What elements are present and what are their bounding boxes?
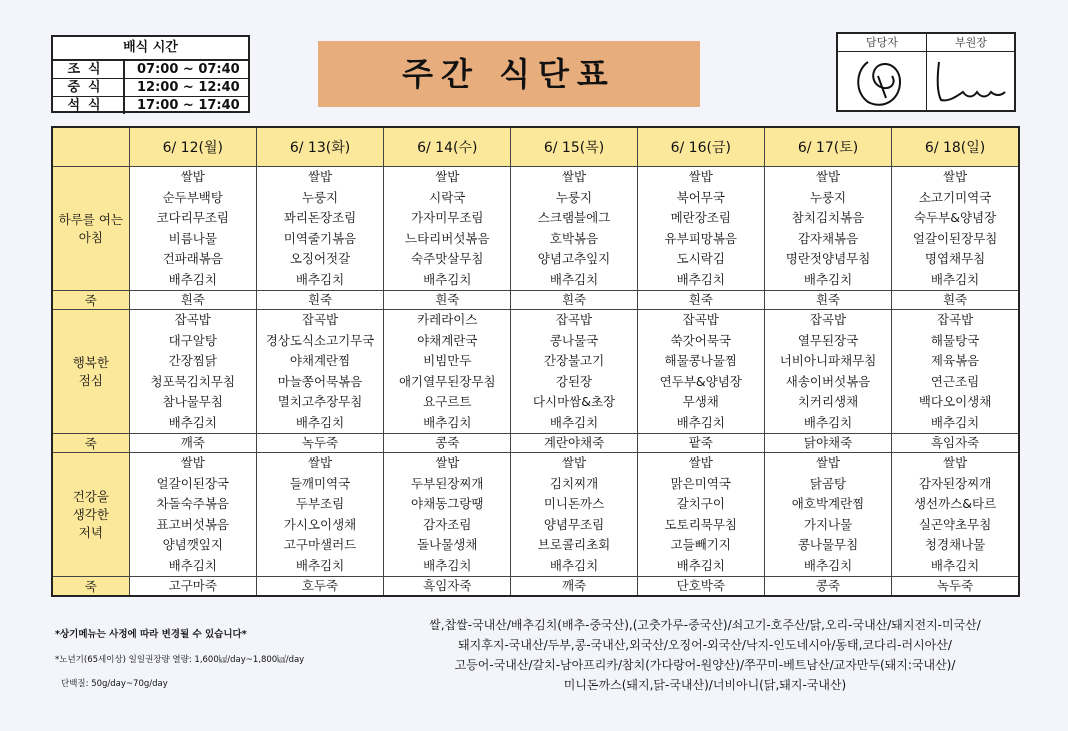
porridge-cell: 흰죽 bbox=[892, 291, 1019, 310]
dinner-porridge-row bbox=[52, 577, 1019, 597]
porridge-cell: 콩죽 bbox=[384, 434, 511, 453]
menu-item: 배추김치 bbox=[423, 414, 472, 430]
menu-item: 배추김치 bbox=[930, 557, 980, 573]
menu-item: 애기열무된장무침 bbox=[398, 373, 496, 389]
dinner-label bbox=[52, 453, 129, 577]
porridge-cell: 깨죽 bbox=[511, 577, 637, 597]
menu-cell bbox=[892, 453, 1019, 577]
manager-signature-drawing bbox=[838, 52, 926, 112]
menu-item: 연두부&양념장 bbox=[659, 373, 742, 389]
menu-cell bbox=[256, 167, 383, 291]
header-corner bbox=[52, 127, 129, 167]
menu-item: 쌀밥 bbox=[561, 169, 587, 184]
approval-manager-label: 담당자 bbox=[838, 34, 926, 52]
menu-cell bbox=[764, 310, 891, 434]
menu-item: 배추김치 bbox=[549, 271, 599, 287]
menu-item: 간장불고기 bbox=[543, 353, 605, 368]
menu-item: 배추김치 bbox=[930, 414, 980, 430]
menu-item: 스크램블에그 bbox=[537, 210, 611, 225]
calorie-note: *노년기(65세이상) 일일권장량 열량: 1,600㎉/day~1,800㎉/day bbox=[55, 655, 305, 665]
breakfast-porridge-row bbox=[52, 291, 1019, 310]
menu-item: 가자미무조림 bbox=[411, 210, 484, 225]
menu-item: 메란장조림 bbox=[670, 210, 731, 225]
porridge-cell: 깨죽 bbox=[129, 434, 256, 453]
weekly-menu-table bbox=[51, 126, 1020, 597]
breakfast-label-line: 아침 bbox=[78, 229, 103, 245]
menu-item: 차돌숙주볶음 bbox=[156, 496, 229, 511]
lunch-row bbox=[52, 310, 1019, 434]
menu-item: 새송이버섯볶음 bbox=[785, 373, 871, 389]
menu-item: 청경채나물 bbox=[924, 537, 986, 552]
menu-item: 배추김치 bbox=[168, 271, 217, 287]
menu-item: 배추김치 bbox=[676, 414, 725, 430]
menu-item: 애호박계란찜 bbox=[791, 496, 865, 511]
menu-item: 쌀밥 bbox=[180, 455, 205, 470]
menu-item: 두부조림 bbox=[295, 496, 345, 511]
dinner-label-line: 건강을 bbox=[72, 488, 109, 504]
menu-item: 양념깻잎지 bbox=[162, 537, 223, 552]
menu-item: 감자된장찌개 bbox=[918, 475, 992, 491]
menu-item: 누룽지 bbox=[301, 189, 339, 205]
porridge-cell: 콩죽 bbox=[764, 577, 891, 597]
menu-cell bbox=[384, 453, 511, 577]
menu-item: 양념무조림 bbox=[543, 516, 605, 532]
menu-item: 쌀밥 bbox=[307, 455, 333, 470]
menu-item: 잡곡밥 bbox=[555, 312, 593, 327]
menu-item: 양념고추잎지 bbox=[537, 251, 611, 266]
menu-cell bbox=[384, 310, 511, 434]
menu-item: 오징어젓갈 bbox=[289, 251, 351, 266]
menu-item: 제육볶음 bbox=[930, 353, 980, 368]
meal-time-label: 석식 bbox=[53, 97, 125, 114]
meal-time-row bbox=[53, 61, 248, 79]
menu-cell bbox=[129, 310, 256, 434]
porridge-cell: 흰죽 bbox=[384, 291, 511, 310]
menu-item: 얼갈이된장국 bbox=[156, 475, 229, 491]
porridge-cell: 녹두죽 bbox=[256, 434, 383, 453]
lunch-label-line: 점심 bbox=[78, 372, 103, 388]
menu-cell bbox=[384, 167, 511, 291]
menu-item: 감자채볶음 bbox=[797, 230, 859, 246]
menu-cell bbox=[129, 453, 256, 577]
menu-item: 얼갈이된장무침 bbox=[912, 230, 998, 246]
menu-item: 참나물무침 bbox=[162, 394, 223, 409]
menu-item: 쌀밥 bbox=[435, 455, 460, 470]
menu-item: 맑은미역국 bbox=[670, 475, 731, 491]
menu-item: 숙두부&양념장 bbox=[913, 210, 997, 225]
menu-item: 순두부백탕 bbox=[162, 189, 223, 205]
menu-item: 쌀밥 bbox=[561, 455, 587, 470]
day-header: 6/ 12(월) bbox=[129, 127, 256, 167]
menu-item: 배추김치 bbox=[676, 271, 725, 287]
menu-item: 닭곰탕 bbox=[809, 475, 847, 491]
menu-item: 잡곡밥 bbox=[809, 312, 847, 327]
menu-item: 열무된장국 bbox=[797, 332, 859, 348]
meal-times-box bbox=[51, 35, 250, 113]
menu-item: 강된장 bbox=[555, 373, 593, 389]
menu-item: 누룽지 bbox=[555, 189, 593, 205]
porridge-cell: 흑임자죽 bbox=[384, 577, 511, 597]
menu-item: 생선까스&타르 bbox=[913, 496, 997, 511]
menu-cell bbox=[892, 167, 1019, 291]
menu-item: 배추김치 bbox=[803, 271, 853, 287]
menu-item: 가지나물 bbox=[803, 516, 853, 532]
menu-item: 쌀밥 bbox=[688, 455, 713, 470]
porridge-cell: 흰죽 bbox=[256, 291, 383, 310]
origin-line: 고등어-국내산/갈치-남아프리카/참치(가다랑어-원양산)/쭈꾸미-베트남산/교자만두(돼지:국내산)/ bbox=[454, 658, 956, 672]
menu-item: 배추김치 bbox=[168, 414, 217, 430]
menu-item: 청포묵김치무침 bbox=[150, 373, 236, 389]
menu-item: 콩나물무침 bbox=[797, 537, 859, 552]
day-header: 6/ 17(토) bbox=[764, 127, 891, 167]
menu-item: 배추김치 bbox=[549, 414, 599, 430]
menu-cell bbox=[892, 310, 1019, 434]
approval-vice-column bbox=[926, 34, 1015, 110]
porridge-cell: 흰죽 bbox=[129, 291, 256, 310]
menu-item: 백다오이생채 bbox=[918, 394, 992, 409]
menu-item: 쌀밥 bbox=[815, 455, 841, 470]
menu-item: 배추김치 bbox=[423, 557, 472, 573]
menu-item: 호박볶음 bbox=[549, 230, 599, 246]
vice-director-signature-drawing bbox=[927, 52, 1015, 112]
menu-item: 북어무국 bbox=[676, 189, 725, 205]
menu-item: 명엽채무침 bbox=[924, 251, 986, 266]
menu-item: 콩나물국 bbox=[549, 332, 599, 348]
menu-item: 명란젓양념무침 bbox=[785, 251, 871, 266]
menu-item: 해물콩나물찜 bbox=[664, 353, 737, 368]
menu-item: 비빔만두 bbox=[423, 353, 472, 368]
menu-item: 치커리생채 bbox=[797, 394, 859, 409]
origin-line: 돼지후지-국내산/두부,콩-국내산,외국산/오징어-외국산/낙지-인도네시아/동태,코다리-러시아산/ bbox=[458, 638, 952, 652]
menu-item: 시락국 bbox=[429, 189, 466, 205]
menu-cell bbox=[256, 310, 383, 434]
menu-item: 쌀밥 bbox=[943, 455, 968, 470]
day-header: 6/ 18(일) bbox=[892, 127, 1019, 167]
porridge-cell: 흰죽 bbox=[511, 291, 637, 310]
menu-cell bbox=[511, 453, 637, 577]
menu-item: 무생채 bbox=[682, 394, 719, 409]
meal-time-label: 중식 bbox=[53, 79, 125, 96]
manager-signature bbox=[838, 52, 926, 116]
porridge-cell: 계란야채죽 bbox=[511, 434, 637, 453]
porridge-cell: 호두죽 bbox=[256, 577, 383, 597]
menu-item: 야채동그랑땡 bbox=[411, 496, 484, 511]
menu-cell bbox=[637, 167, 764, 291]
day-header: 6/ 15(목) bbox=[511, 127, 637, 167]
menu-item: 두부된장찌개 bbox=[411, 475, 484, 491]
porridge-cell: 흰죽 bbox=[764, 291, 891, 310]
menu-item: 숙주맛살무침 bbox=[411, 251, 484, 266]
menu-item: 건파래볶음 bbox=[162, 251, 223, 266]
origin-line: 쌀,찹쌀-국내산/배추김치(배추-중국산),(고춧가루-중국산)/쇠고기-호주산/닭,오리-국내산/돼지전지-미국산/ bbox=[429, 618, 981, 632]
menu-cell bbox=[637, 310, 764, 434]
menu-item: 잡곡밥 bbox=[301, 312, 339, 327]
menu-item: 유부피망볶음 bbox=[664, 230, 737, 246]
menu-item: 멸치고추장무침 bbox=[277, 394, 363, 409]
menu-item: 배추김치 bbox=[549, 557, 599, 573]
menu-item: 잡곡밥 bbox=[174, 312, 211, 327]
vice-director-signature bbox=[927, 52, 1015, 116]
dinner-label-line: 저녁 bbox=[78, 524, 103, 540]
menu-item: 쌀밥 bbox=[815, 169, 841, 184]
menu-item: 갈치구이 bbox=[676, 496, 725, 511]
menu-item: 다시마쌈&초장 bbox=[532, 394, 616, 409]
meal-time-row bbox=[53, 79, 248, 97]
dinner-row bbox=[52, 453, 1019, 577]
menu-item: 쑥갓어묵국 bbox=[670, 332, 731, 348]
porridge-cell: 고구마죽 bbox=[129, 577, 256, 597]
menu-item: 고들빼기지 bbox=[670, 537, 731, 552]
menu-item: 쌀밥 bbox=[943, 169, 968, 184]
menu-item: 도토리묵무침 bbox=[664, 516, 737, 532]
menu-item: 야채계란국 bbox=[417, 332, 478, 348]
menu-item: 잡곡밥 bbox=[936, 312, 974, 327]
menu-item: 너비아니파채무침 bbox=[779, 353, 877, 368]
menu-item: 감자조림 bbox=[423, 516, 472, 532]
meal-time-row bbox=[53, 97, 248, 114]
porridge-label: 죽 bbox=[52, 434, 129, 453]
breakfast-row bbox=[52, 167, 1019, 291]
menu-item: 야채계란찜 bbox=[289, 353, 351, 368]
menu-cell bbox=[511, 167, 637, 291]
menu-cell bbox=[129, 167, 256, 291]
menu-item: 쌀밥 bbox=[688, 169, 713, 184]
menu-cell bbox=[511, 310, 637, 434]
menu-item: 배추김치 bbox=[295, 414, 345, 430]
menu-item: 미역줄기볶음 bbox=[283, 230, 357, 246]
menu-item: 미니돈까스 bbox=[543, 496, 605, 511]
menu-item: 마늘쫑어묵볶음 bbox=[277, 373, 363, 389]
menu-item: 돌나물생채 bbox=[417, 537, 478, 552]
menu-cell bbox=[637, 453, 764, 577]
porridge-label: 죽 bbox=[52, 291, 129, 310]
approval-manager-column bbox=[838, 34, 926, 110]
menu-item: 잡곡밥 bbox=[682, 312, 719, 327]
menu-item: 배추김치 bbox=[168, 557, 217, 573]
menu-item: 연근조림 bbox=[930, 373, 980, 389]
menu-item: 경상도식소고기무국 bbox=[265, 332, 375, 348]
day-header: 6/ 16(금) bbox=[637, 127, 764, 167]
origin-info bbox=[385, 615, 1025, 695]
porridge-cell: 흑임자죽 bbox=[892, 434, 1019, 453]
menu-item: 누룽지 bbox=[809, 189, 847, 205]
menu-item: 배추김치 bbox=[295, 557, 345, 573]
menu-item: 쌀밥 bbox=[180, 169, 205, 184]
menu-item: 브로콜리초회 bbox=[537, 537, 611, 552]
menu-item: 고구마샐러드 bbox=[283, 537, 357, 552]
menu-item: 꽈리돈장조림 bbox=[283, 210, 357, 225]
menu-cell bbox=[256, 453, 383, 577]
approval-box bbox=[836, 32, 1016, 112]
menu-item: 들깨미역국 bbox=[289, 475, 351, 491]
menu-item: 해물탕국 bbox=[930, 332, 980, 348]
menu-item: 실곤약초무침 bbox=[918, 516, 992, 532]
lunch-label-line: 행복한 bbox=[72, 354, 109, 370]
menu-item: 도시락김 bbox=[676, 251, 725, 266]
meal-time-value: 12:00 ~ 12:40 bbox=[137, 80, 240, 95]
menu-item: 대구알탕 bbox=[168, 332, 217, 348]
menu-item: 느타리버섯볶음 bbox=[405, 230, 490, 246]
protein-note: 단백질: 50g/day~70g/day bbox=[61, 679, 168, 689]
porridge-cell: 녹두죽 bbox=[892, 577, 1019, 597]
menu-item: 배추김치 bbox=[676, 557, 725, 573]
porridge-cell: 닭야채죽 bbox=[764, 434, 891, 453]
meal-times-title: 배식 시간 bbox=[53, 37, 248, 61]
menu-item: 요구르트 bbox=[423, 394, 472, 409]
menu-item: 배추김치 bbox=[295, 271, 345, 287]
porridge-label: 죽 bbox=[52, 577, 129, 597]
page-title: 주간 식단표 bbox=[318, 41, 700, 107]
menu-item: 간장찜닭 bbox=[168, 353, 217, 368]
lunch-label bbox=[52, 310, 129, 434]
menu-item: 배추김치 bbox=[803, 557, 853, 573]
meal-time-value: 07:00 ~ 07:40 bbox=[137, 62, 240, 77]
menu-cell bbox=[764, 167, 891, 291]
footer-notes bbox=[55, 626, 395, 689]
menu-item: 가시오이생채 bbox=[283, 516, 357, 532]
menu-item: 배추김치 bbox=[803, 414, 853, 430]
menu-item: 쌀밥 bbox=[435, 169, 460, 184]
dinner-label-line: 생각한 bbox=[72, 506, 109, 522]
day-header: 6/ 14(수) bbox=[384, 127, 511, 167]
meal-time-label: 조식 bbox=[53, 61, 125, 78]
lunch-porridge-row bbox=[52, 434, 1019, 453]
day-header: 6/ 13(화) bbox=[256, 127, 383, 167]
menu-item: 쌀밥 bbox=[307, 169, 333, 184]
porridge-cell: 단호박죽 bbox=[637, 577, 764, 597]
meal-time-value: 17:00 ~ 17:40 bbox=[137, 98, 240, 113]
menu-item: 참치김치볶음 bbox=[791, 210, 865, 225]
menu-item: 코다리무조림 bbox=[156, 210, 229, 225]
menu-item: 소고기미역국 bbox=[918, 189, 992, 205]
menu-item: 김치찌개 bbox=[549, 475, 599, 491]
day-header-row bbox=[52, 127, 1019, 167]
menu-item: 배추김치 bbox=[930, 271, 980, 287]
breakfast-label-line: 하루를 여는 bbox=[58, 211, 123, 227]
menu-cell bbox=[764, 453, 891, 577]
change-notice: *상기메뉴는 사정에 따라 변경될 수 있습니다* bbox=[55, 629, 247, 640]
menu-item: 비름나물 bbox=[168, 230, 217, 246]
menu-item: 카레라이스 bbox=[417, 312, 478, 327]
menu-item: 배추김치 bbox=[423, 271, 472, 287]
porridge-cell: 흰죽 bbox=[637, 291, 764, 310]
porridge-cell: 팥죽 bbox=[637, 434, 764, 453]
menu-item: 표고버섯볶음 bbox=[156, 516, 229, 532]
origin-line: 미니돈까스(돼지,닭-국내산)/너비아니(닭,돼지-국내산) bbox=[563, 678, 847, 692]
breakfast-label bbox=[52, 167, 129, 291]
approval-vice-director-label: 부원장 bbox=[927, 34, 1015, 52]
